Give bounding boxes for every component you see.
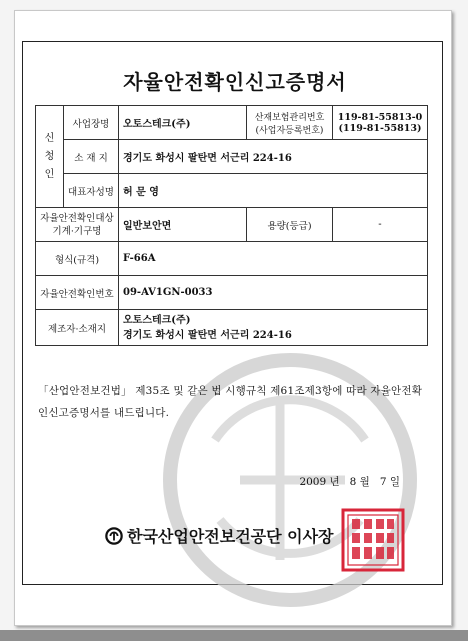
issue-date: 2009 년 8 월 7 일 xyxy=(299,476,400,488)
issuer-name xyxy=(105,524,334,547)
target-machine-label: 자율안전확인대상 기계·기구명 xyxy=(36,208,119,242)
insurance-number-value: 119-81-55813-0 (119-81-55813) xyxy=(333,106,428,140)
manufacturer-value: 오토스테크(주) 경기도 화성시 팔탄면 서근리 224-16 xyxy=(119,310,428,346)
capacity-value: - xyxy=(333,208,428,242)
target-machine-value: 일반보안면 xyxy=(119,208,247,242)
representative-value: 허 문 영 xyxy=(119,174,428,208)
certificate-table xyxy=(35,105,428,346)
bottom-band xyxy=(0,630,468,641)
representative-label: 대표자성명 xyxy=(64,174,119,208)
insurance-number-label: 산재보험관리번호 (사업자등록번호) xyxy=(247,106,333,140)
document-title: 자율안전확인신고증명서 xyxy=(123,70,347,94)
address-value: 경기도 화성시 팔탄면 서근리 224-16 xyxy=(119,140,428,174)
company-name-value: 오토스테크(주) xyxy=(119,106,247,140)
official-seal-stamp xyxy=(340,507,406,573)
model-label: 형식(규격) xyxy=(36,242,119,276)
model-value: F-66A xyxy=(119,242,428,276)
issuer-name-text: 한국산업안전보건공단 이사장 xyxy=(127,527,334,546)
address-label: 소 재 지 xyxy=(64,140,119,174)
applicant-label-text: 신청인 xyxy=(44,132,55,180)
applicant-label xyxy=(36,106,64,208)
manufacturer-label: 제조자·소재지 xyxy=(36,310,119,346)
capacity-label: 용량(등급) xyxy=(247,208,333,242)
certification-number-label: 자율안전확인번호 xyxy=(36,276,119,310)
certification-statement: 「산업안전보건법」 제35조 및 같은 법 시행규칙 제61조제3항에 따라 자율안전확인신고증명서를 내드립니다. xyxy=(38,385,423,419)
certification-number-value: 09-AV1GN-0033 xyxy=(119,276,428,310)
kosha-logo-icon xyxy=(105,527,123,545)
company-name-label: 사업장명 xyxy=(64,106,119,140)
